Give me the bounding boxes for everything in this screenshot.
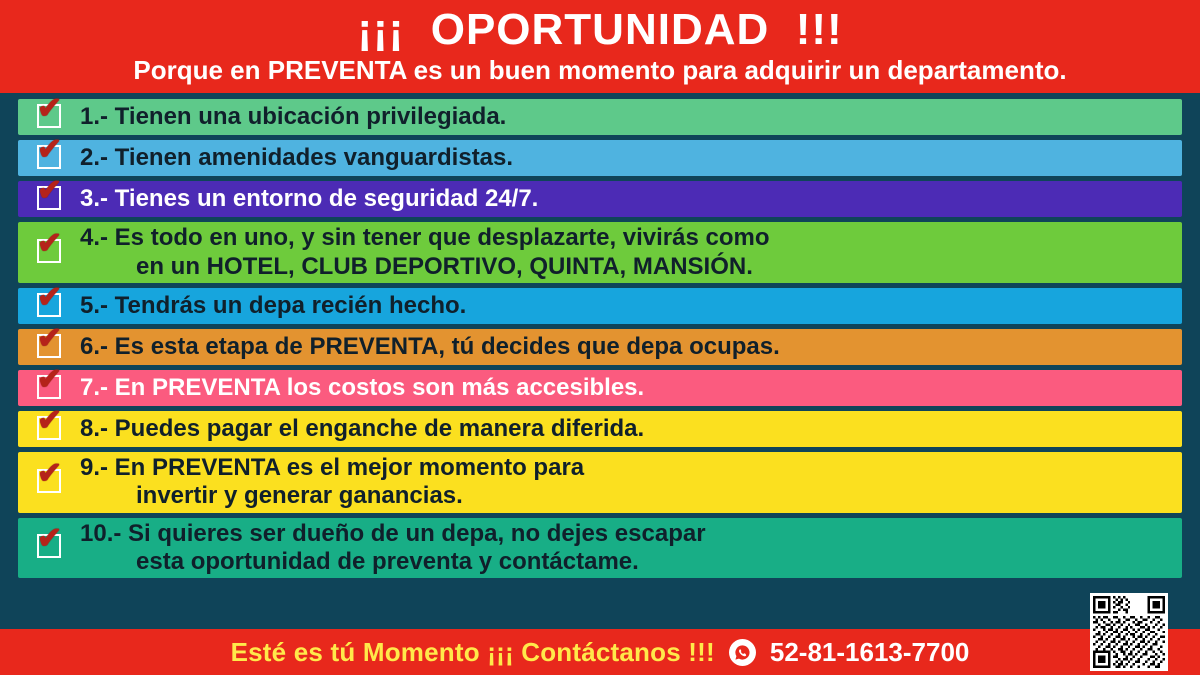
phone-number[interactable]: 52-81-1613-7700	[769, 636, 970, 667]
checkmark-icon	[18, 469, 80, 498]
list-item-text	[80, 415, 656, 443]
list-item-text	[80, 374, 656, 402]
list-item-line2: invertir y generar ganancias.	[136, 482, 463, 510]
checkmark-icon	[18, 145, 80, 174]
checkmark-icon	[18, 416, 80, 445]
list-item-line1: 2.- Tienen amenidades vanguardistas.	[80, 144, 514, 172]
page-subtitle: Porque en PREVENTA es un buen momento para adquirir un departamento.	[133, 54, 1067, 85]
whatsapp-icon	[729, 639, 756, 666]
list-item-line2: en un HOTEL, CLUB DEPORTIVO, QUINTA, MANSIÓN.	[136, 252, 753, 280]
list-item-line1: 7.- En PREVENTA los costos son más accesibles.	[80, 373, 645, 401]
checkmark-icon	[18, 375, 80, 404]
list-item-text	[80, 333, 792, 361]
poster-footer	[0, 629, 1200, 675]
list-item-line1: 5.- Tendrás un depa recién hecho.	[80, 291, 467, 319]
list-item	[18, 518, 1182, 579]
list-item	[18, 411, 1182, 447]
checkmark-icon	[18, 293, 80, 322]
list-item-text	[80, 185, 550, 213]
list-item-line1: 9.- En PREVENTA es el mejor momento para	[80, 454, 585, 482]
checkmark-icon	[18, 239, 80, 268]
list-item	[18, 181, 1182, 217]
list-item-text	[80, 292, 478, 320]
list-item-text	[80, 520, 718, 577]
list-item-line1: 10.- Si quieres ser dueño de un depa, no dejes escapar	[80, 519, 706, 547]
list-item-line2: esta oportunidad de preventa y contáctame.	[136, 547, 639, 575]
checkmark-icon	[18, 186, 80, 215]
list-item	[18, 288, 1182, 324]
list-item-line1: 3.- Tienes un entorno de seguridad 24/7.	[80, 185, 539, 213]
list-item-line1: 4.- Es todo en uno, y sin tener que desplazarte, vivirás como	[80, 224, 770, 252]
list-item-text	[80, 103, 518, 131]
checkmark-icon	[18, 534, 80, 563]
list-item-line1: 8.- Puedes pagar el enganche de manera diferida.	[80, 414, 645, 442]
list-item	[18, 452, 1182, 513]
checkmark-icon	[18, 104, 80, 133]
list-item-text	[80, 454, 596, 511]
footer-message: Esté es tú Momento ¡¡¡ Contáctanos !!!	[230, 636, 715, 667]
poster-header	[0, 0, 1200, 93]
list-item	[18, 329, 1182, 365]
checkmark-icon	[18, 334, 80, 363]
list-item-text	[80, 144, 525, 172]
list-item-line1: 1.- Tienen una ubicación privilegiada.	[80, 103, 507, 131]
list-item	[18, 370, 1182, 406]
list-item	[18, 140, 1182, 176]
list-item	[18, 99, 1182, 135]
list-item-line1: 6.- Es esta etapa de PREVENTA, tú decides que depa ocupas.	[80, 332, 780, 360]
page-title: ¡¡¡ OPORTUNIDAD !!!	[357, 5, 843, 54]
list-item-text	[80, 224, 782, 281]
qr-code[interactable]	[1090, 593, 1168, 671]
benefits-list	[0, 93, 1200, 629]
list-item	[18, 222, 1182, 283]
